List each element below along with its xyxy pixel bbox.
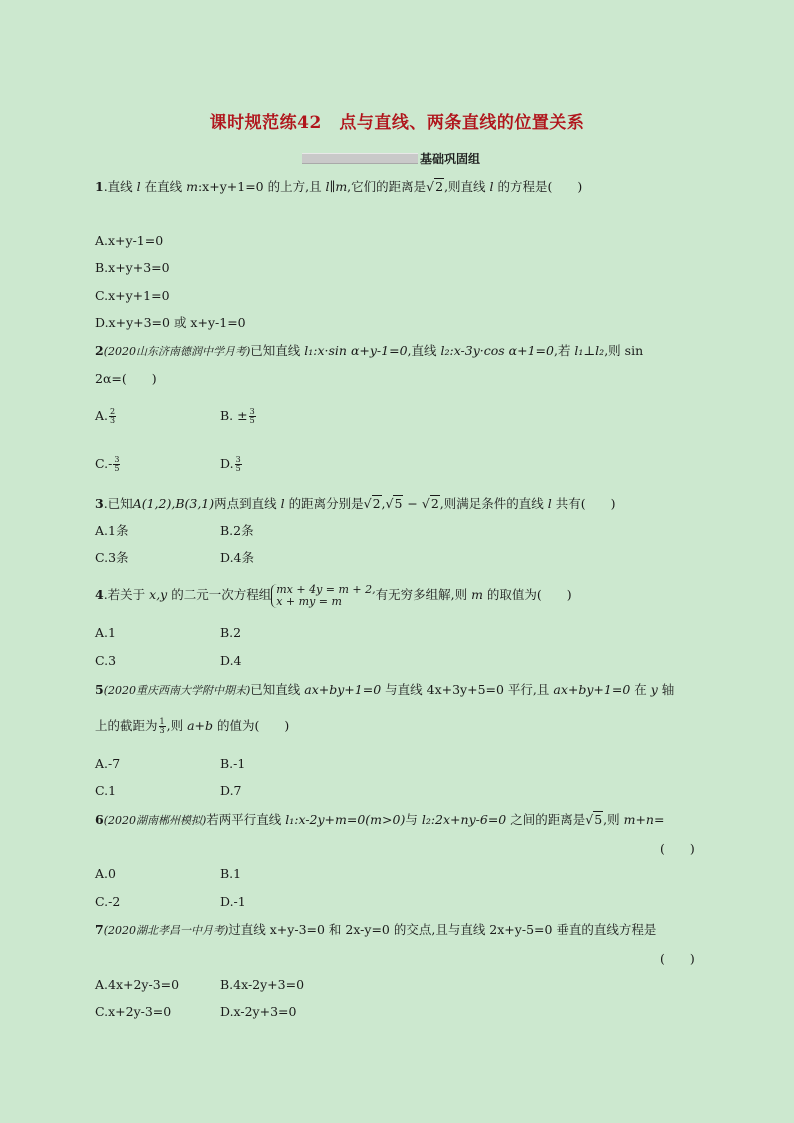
q1-option-d[interactable]: D.x+y+3=0 或 x+y-1=0 [95, 315, 246, 330]
q2-option-b[interactable]: B. ± $\frac{3}{5}$ [220, 407, 255, 425]
q2-option-d[interactable]: D. $\frac{3}{5}$ [220, 455, 241, 473]
question-3-stem: 3.已知A(1,2),B(3,1)两点到直线 l 的距离分别是√2,√5 − √2,则满足条件的直线 l 共有( ) [95, 496, 616, 511]
q2-option-a[interactable]: A. $\frac{2}{3}$ [95, 407, 116, 425]
q7-option-b[interactable]: B.4x-2y+3=0 [220, 977, 305, 992]
q3-option-b[interactable]: B.2条 [220, 523, 254, 538]
section-header [302, 149, 480, 167]
q5-option-c[interactable]: C.1 [95, 783, 117, 798]
question-5-stem: 5(2020重庆西南大学附中期末)已知直线 ax+by+1=0 与直线 4x+3y+5=0 平行,且 ax+by+1=0 在 y 轴 [95, 682, 675, 697]
q1-option-c[interactable]: C.x+y+1=0 [95, 288, 170, 303]
section-title: 基础巩固组 [420, 151, 481, 166]
q3-option-a[interactable]: A.1条 [95, 523, 129, 538]
q6-answer-blank[interactable]: ( ) [660, 841, 695, 856]
q5-option-b[interactable]: B.-1 [220, 756, 246, 771]
question-4-stem: 4.若关于 x,y 的二元一次方程组 mx + 4y = m + 2, x + my = m 有无穷多组解,则 m 的取值为( ) [95, 582, 572, 608]
q7-option-d[interactable]: D.x-2y+3=0 [220, 1004, 297, 1019]
question-1-stem: 1.直线 l 在直线 m:x+y+1=0 的上方,且 l∥m,它们的距离是√2,则直线 l 的方程是( ) [95, 179, 583, 194]
q6-option-a[interactable]: A.0 [95, 866, 116, 881]
question-2-stem: 2(2020山东济南德润中学月考)已知直线 l₁:x·sin α+y-1=0,直线 l₂:x-3y·cos α+1=0,若 l₁⊥l₂,则 sin [95, 343, 644, 358]
q4-option-b[interactable]: B.2 [220, 625, 242, 640]
q1-option-b[interactable]: B.x+y+3=0 [95, 260, 170, 275]
q4-option-a[interactable]: A.1 [95, 625, 116, 640]
question-2-stem-cont: 2α=( ) [95, 371, 157, 386]
equation-system: mx + 4y = m + 2, x + my = m [271, 584, 375, 608]
q2-option-c[interactable]: C.- $\frac{3}{5}$ [95, 455, 120, 473]
q6-option-d[interactable]: D.-1 [220, 894, 246, 909]
question-5-stem-cont: 上的截距为 $\frac{1}{3}$ ,则 a+b 的值为( ) [95, 717, 290, 735]
q6-option-c[interactable]: C.-2 [95, 894, 121, 909]
sqrt-symbol: √2 [426, 179, 444, 194]
q4-option-c[interactable]: C.3 [95, 653, 117, 668]
page-title: 课时规范练42 点与直线、两条直线的位置关系 [209, 113, 585, 133]
q7-answer-blank[interactable]: ( ) [660, 951, 695, 966]
q3-option-c[interactable]: C.3条 [95, 550, 129, 565]
q1-option-a[interactable]: A.x+y-1=0 [95, 233, 164, 248]
q5-option-d[interactable]: D.7 [220, 783, 242, 798]
question-7-stem: 7(2020湖北孝昌一中月考)过直线 x+y-3=0 和 2x-y=0 的交点,且与直线 2x+y-5=0 垂直的直线方程是 [95, 922, 657, 937]
q5-option-a[interactable]: A.-7 [95, 756, 121, 771]
q7-option-c[interactable]: C.x+2y-3=0 [95, 1004, 172, 1019]
q6-option-b[interactable]: B.1 [220, 866, 242, 881]
q3-option-d[interactable]: D.4条 [220, 550, 255, 565]
q4-option-d[interactable]: D.4 [220, 653, 242, 668]
question-6-stem: 6(2020湖南郴州模拟)若两平行直线 l₁:x-2y+m=0(m>0)与 l₂:2x+ny-6=0 之间的距离是√5,则 m+n= [95, 812, 665, 827]
section-bar-decoration [302, 153, 418, 164]
q7-option-a[interactable]: A.4x+2y-3=0 [95, 977, 180, 992]
